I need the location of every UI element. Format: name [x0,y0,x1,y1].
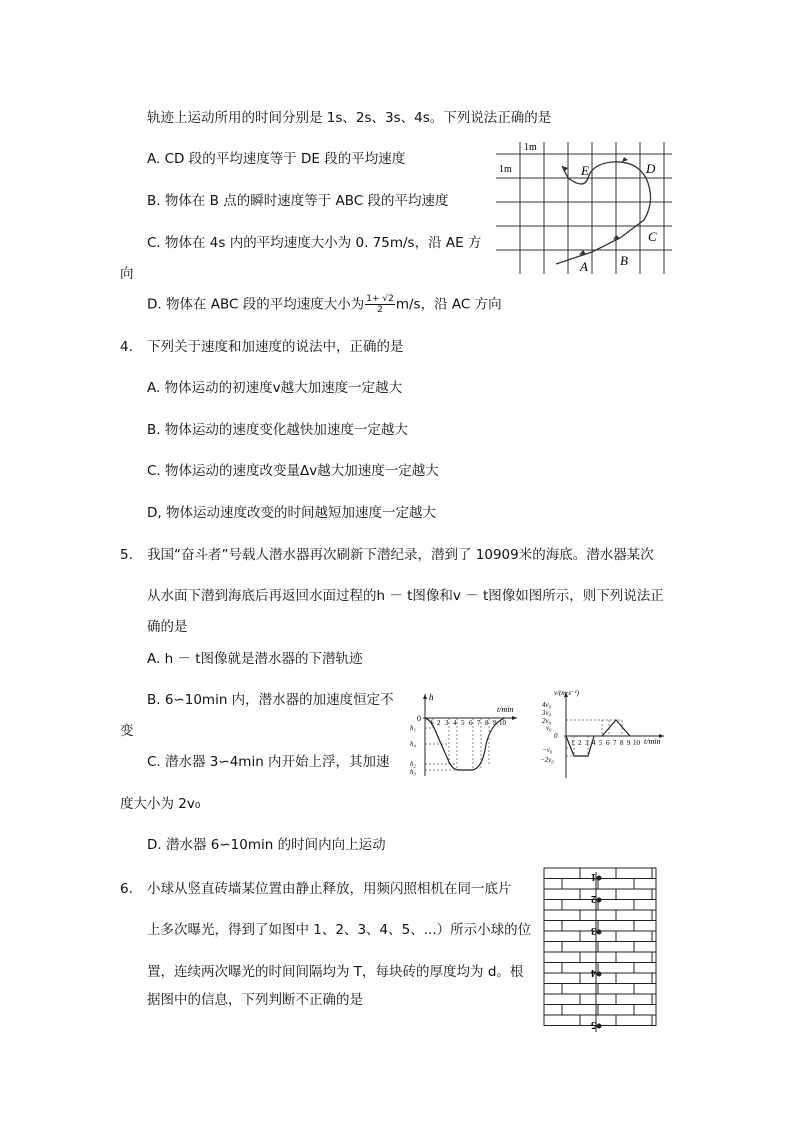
x-tick-label: 7 [613,739,617,747]
brick [544,942,562,953]
point-b-label: B [620,253,628,268]
y-tick-labels [540,701,558,764]
q6-stem-line1: 小球从竖直砖墙某位置由静止释放，用频闪照相机在同一底片 [147,881,512,897]
label-1m-left: 1m [499,164,512,175]
x-axis-label: t/min [644,737,661,746]
y-tick-label: 4v₀ [542,701,552,709]
x-axis-arrow-icon [512,716,517,720]
brick [634,921,656,932]
brick [652,952,656,963]
x-tick-label: 5 [461,719,465,727]
brick [616,931,652,942]
x-tick-label: 3 [585,739,589,747]
q3-option-a: A. CD 段的平均速度等于 DE 段的平均速度 [147,151,406,167]
q5-stem-line2: 从水面下潜到海底后再返回水面过程的h － t图像和v － t图像如图所示，则下列说法正 [147,588,664,604]
brick [562,1005,598,1016]
y-axis-arrow-icon [423,694,427,699]
q5-option-d: D. 潜水器 6∽10min 的时间内向上运动 [147,837,386,853]
brick [544,1015,580,1026]
brick [544,910,580,921]
x-axis-label: t/min [497,705,514,714]
brick [634,879,656,890]
point-a-label: A [580,259,588,274]
q4-option-c: C. 物体运动的速度改变量Δv越大加速度一定越大 [147,463,439,479]
q4-option-a: A. 物体运动的初速度v越大加速度一定越大 [147,380,403,396]
q6-brick-wall-figure [540,864,660,1064]
brick [562,942,598,953]
y-tick-label: h₄ [410,740,416,748]
y-tick-label: h₃ [410,768,416,776]
x-tick-label: 8 [620,739,624,747]
q3-option-d-fraction [365,294,395,315]
brick [598,921,634,932]
position-label: 3 [591,925,596,936]
position-label: 1 [591,871,596,882]
x-tick-label: 5 [599,739,603,747]
brick [634,942,656,953]
y-tick-label: h₂ [410,760,416,768]
q3-trajectory-figure [496,138,676,278]
q3-option-d-text: D. 物体在 ABC 段的平均速度大小为 [147,296,365,313]
x-tick-label: 3 [445,719,449,727]
x-tick-label: 2 [437,719,441,727]
brick [634,1005,656,1016]
brick [562,984,598,995]
q5-option-a: A. h － t图像就是潜水器的下潜轨迹 [147,651,363,667]
y-tick-label: v₀ [546,724,552,732]
y-tick-label: 3v₀ [542,709,552,717]
q5-stem-line3: 确的是 [147,619,188,635]
q4-option-d: D, 物体运动速度改变的时间越短加速度一定越大 [147,505,436,521]
origin-label: 0 [417,714,421,723]
brick [634,900,656,911]
brick [634,984,656,995]
x-tick-label: 4 [592,739,596,747]
brick [652,973,656,984]
q6-stem-line2: 上多次曝光，得到了如图中 1、2、3、4、5、...）所示小球的位 [147,922,532,938]
q3-option-c-wrap: 向 [120,266,134,282]
q5-stem-line1: 我国“奋斗者”号载人潜水器再次刷新下潜纪录，潜到了 10909米的海底。潜水器某次 [147,547,654,563]
brick [598,942,634,953]
brick [652,868,656,879]
ball-icon [597,1024,602,1029]
brick [652,1015,656,1026]
q6-stem-line4: 据图中的信息，下列判断不正确的是 [147,992,363,1008]
q4-stem: 下列关于速度和加速度的说法中，正确的是 [147,339,404,355]
brick [616,994,652,1005]
brick [580,994,616,1005]
brick [544,994,580,1005]
x-tick-label: 6 [606,739,610,747]
q5-option-c-wrap: 度大小为 2v₀ [120,796,201,812]
q3-option-d-unit: m/s，沿 AC 方向 [395,296,502,313]
q5-h-t-graph [405,690,525,780]
brick [544,879,562,890]
x-tick-label: 1 [571,739,575,747]
y-tick-labels [410,724,417,776]
q5-option-b-wrap: 变 [120,723,134,739]
position-label: 4 [591,967,596,978]
brick [544,900,562,911]
brick [580,910,616,921]
brick [598,879,634,890]
x-tick-label: 9 [493,719,497,727]
brick [616,973,652,984]
brick [544,973,580,984]
q4-option-b: B. 物体运动的速度变化越快加速度一定越大 [147,422,408,438]
y-tick-label: 0 [554,732,558,740]
brick [598,984,634,995]
q3-option-b: B. 物体在 B 点的瞬时速度等于 ABC 段的平均速度 [147,193,449,209]
v-t-curve [566,720,630,756]
q5-option-c: C. 潜水器 3∽4min 内开始上浮，其加速 [147,754,390,770]
brick [598,1005,634,1016]
x-tick-label: 9 [627,739,631,747]
brick [652,910,656,921]
brick [616,889,652,900]
q5-option-b: B. 6∽10min 内，潜水器的加速度恒定不 [147,692,394,708]
fraction-numerator: 1+ √2 [366,294,394,304]
brick [616,952,652,963]
brick [544,931,580,942]
x-tick-label: 8 [485,719,489,727]
point-d-label: D [646,161,656,176]
fraction-denominator: 2 [377,305,383,315]
arrow-icon [622,157,628,162]
y-tick-label: −2v₀ [540,756,554,764]
x-tick-label: 10 [633,739,640,747]
q6-number: 6. [120,881,133,897]
brick [598,963,634,974]
brick [598,900,634,911]
position-label: 2 [591,893,596,904]
x-tick-label: 4 [453,719,457,727]
x-tick-label: 6 [469,719,473,727]
q5-number: 5. [120,547,133,563]
q4-number: 4. [120,339,133,355]
brick [544,1005,562,1016]
brick [544,984,562,995]
brick [544,963,562,974]
point-e-label: E [581,163,589,178]
q5-v-t-graph [540,686,670,781]
brick [544,921,562,932]
ball-icon [597,876,602,881]
brick [580,952,616,963]
y-tick-label: 2v₀ [542,717,552,725]
y-axis-label: v/(m·s⁻¹) [554,689,580,697]
x-tick-labels [571,739,641,747]
brick [544,952,580,963]
brick [652,889,656,900]
brick [652,994,656,1005]
brick [544,868,580,879]
y-tick-label: −v₀ [542,746,553,754]
trajectory-path [556,162,651,264]
y-tick-label: h₁ [410,724,416,732]
y-axis-label: h [429,692,434,702]
x-tick-label: 7 [477,719,481,727]
brick [616,1015,652,1026]
brick-wall [544,868,656,1026]
label-1m-top: 1m [524,142,537,153]
brick [616,868,652,879]
x-tick-label: 2 [578,739,582,747]
brick [544,889,580,900]
ball-icon [597,898,602,903]
q3-stem: 轨迹上运动所用的时间分别是 1s、2s、3s、4s。下列说法正确的是 [147,110,552,126]
brick [634,963,656,974]
x-tick-label: 1 [430,719,434,727]
q3-option-c: C. 物体在 4s 内的平均速度大小为 0. 75m/s，沿 AE 方 [147,235,482,251]
position-label: 5 [591,1019,596,1030]
q3-option-d [147,294,502,315]
ball-icon [597,972,602,977]
brick [616,910,652,921]
ball-icon [597,930,602,935]
brick [652,931,656,942]
point-c-label: C [648,229,657,244]
x-tick-label: 10 [499,719,506,727]
q6-stem-line3: 置，连续两次曝光的时间间隔均为 T，每块砖的厚度均为 d。根 [147,964,524,980]
